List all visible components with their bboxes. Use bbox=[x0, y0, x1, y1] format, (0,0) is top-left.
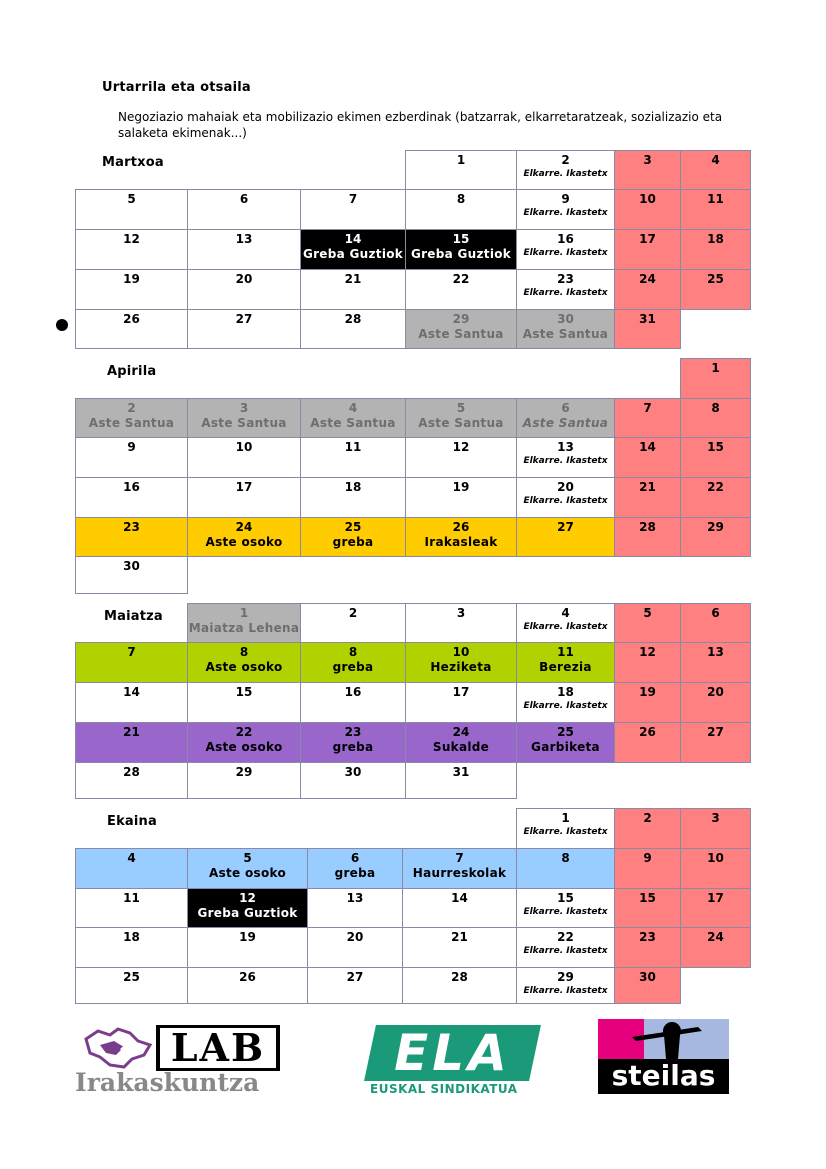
day-cell: 19 bbox=[75, 269, 188, 310]
day-cell: 2 Elkarre. Ikastetx bbox=[516, 150, 615, 190]
day-cell: 5 bbox=[75, 189, 188, 230]
day-cell-weekend: 21 bbox=[614, 477, 681, 518]
day-cell-weekend: 20 bbox=[680, 682, 751, 723]
day-cell: 26 bbox=[75, 309, 188, 349]
day-cell-holiday: 1 Maiatza Lehena bbox=[187, 603, 301, 643]
day-cell: 11 bbox=[300, 437, 406, 478]
day-cell-weekend: 4 bbox=[680, 150, 751, 190]
day-cell: 1 Elkarre. Ikastetx bbox=[516, 808, 615, 849]
month-label-may: Maiatza bbox=[104, 609, 163, 624]
day-cell: 20 bbox=[307, 927, 403, 968]
day-cell-nursery-strike: 5 Aste osoko bbox=[187, 848, 308, 889]
day-cell-teachers-strike: 24 Aste osoko bbox=[187, 517, 301, 557]
day-cell: 23 Elkarre. Ikastetx bbox=[516, 269, 615, 310]
day-cell: 18 Elkarre. Ikastetx bbox=[516, 682, 615, 723]
day-cell: 22 Elkarre. Ikastetx bbox=[516, 927, 615, 968]
day-cell: 31 bbox=[405, 762, 517, 799]
day-cell-weekend: 14 bbox=[614, 437, 681, 478]
day-cell: 11 bbox=[75, 888, 188, 928]
day-cell-weekend: 30 bbox=[614, 967, 681, 1004]
day-cell: 16 Elkarre. Ikastetx bbox=[516, 229, 615, 270]
pen-hand-icon bbox=[628, 1019, 708, 1059]
day-cell-weekend: 2 bbox=[614, 808, 681, 849]
day-cell-weekend: 10 bbox=[680, 848, 751, 889]
day-cell-weekend: 1 bbox=[680, 358, 751, 399]
day-cell: 7 bbox=[300, 189, 406, 230]
day-cell-weekend: 7 bbox=[614, 398, 681, 438]
day-cell: 15 bbox=[187, 682, 301, 723]
day-cell-nursery-strike: 6 greba bbox=[307, 848, 403, 889]
steilas-logo: steilas bbox=[598, 1019, 729, 1094]
basque-map-icon bbox=[80, 1025, 160, 1070]
day-cell-holiday: 6 Aste Santua bbox=[516, 398, 615, 438]
day-cell: 8 bbox=[405, 189, 517, 230]
day-cell: 3 bbox=[405, 603, 517, 643]
ela-logo: ELA EUSKAL SINDIKATUA bbox=[370, 1025, 535, 1100]
day-cell: 27 bbox=[307, 967, 403, 1004]
day-cell: 21 bbox=[402, 927, 517, 968]
day-cell: 21 bbox=[300, 269, 406, 310]
day-cell: 22 bbox=[405, 269, 517, 310]
day-cell: 13 bbox=[187, 229, 301, 270]
day-cell-vocational-strike: 10 Heziketa bbox=[405, 642, 517, 683]
day-cell-weekend: 6 bbox=[680, 603, 751, 643]
day-cell-nursery-strike: 7 Haurreskolak bbox=[402, 848, 517, 889]
intro-text: Negoziazio mahaiak eta mobilizazio ekimen ezberdinak (batzarrak, elkarretaratzeak, sozializazio eta salaketa ekimenak...) bbox=[118, 110, 723, 140]
day-cell: 12 bbox=[405, 437, 517, 478]
day-cell: 19 bbox=[405, 477, 517, 518]
day-cell: 29 Elkarre. Ikastetx bbox=[516, 967, 615, 1004]
day-cell-weekend: 26 bbox=[614, 722, 681, 763]
day-cell: 13 bbox=[307, 888, 403, 928]
day-cell-general-strike: 15 Greba Guztiok bbox=[405, 229, 517, 270]
day-cell: 29 bbox=[187, 762, 301, 799]
day-cell-teachers-strike: 23 bbox=[75, 517, 188, 557]
day-cell: 25 bbox=[75, 967, 188, 1004]
day-cell-vocational-strike: 11 Berezia bbox=[516, 642, 615, 683]
day-cell-weekend: 8 bbox=[680, 398, 751, 438]
day-cell: 14 bbox=[75, 682, 188, 723]
day-cell-holiday: 30 Aste Santua bbox=[516, 309, 615, 349]
day-cell: 27 bbox=[187, 309, 301, 349]
day-cell-weekend: 24 bbox=[614, 269, 681, 310]
day-cell-teachers-strike: 27 bbox=[516, 517, 615, 557]
day-cell-kitchen-strike: 22 Aste osoko bbox=[187, 722, 301, 763]
day-cell: 30 bbox=[75, 556, 188, 594]
day-cell-weekend: 23 bbox=[614, 927, 681, 968]
day-cell-general-strike: 14 Greba Guztiok bbox=[300, 229, 406, 270]
day-cell: 16 bbox=[300, 682, 406, 723]
day-cell-weekend: 13 bbox=[680, 642, 751, 683]
day-cell: 28 bbox=[300, 309, 406, 349]
day-cell: 14 bbox=[402, 888, 517, 928]
month-label-june: Ekaina bbox=[107, 814, 157, 829]
bullet-dot bbox=[56, 319, 68, 331]
day-cell: 17 bbox=[187, 477, 301, 518]
lab-logo: LAB Irakaskuntza bbox=[80, 1025, 280, 1100]
day-cell-weekend: 5 bbox=[614, 603, 681, 643]
month-label-april: Apirila bbox=[107, 364, 157, 379]
day-cell-teachers-strike: 26 Irakasleak bbox=[405, 517, 517, 557]
day-cell-weekend: 17 bbox=[680, 888, 751, 928]
day-cell: 17 bbox=[405, 682, 517, 723]
day-cell-holiday: 3 Aste Santua bbox=[187, 398, 301, 438]
day-cell-weekend: 11 bbox=[680, 189, 751, 230]
day-cell-weekend: 10 bbox=[614, 189, 681, 230]
day-cell-weekend: 15 bbox=[680, 437, 751, 478]
day-cell-holiday: 29 Aste Santua bbox=[405, 309, 517, 349]
day-cell: 9 bbox=[75, 437, 188, 478]
day-cell-weekend: 22 bbox=[680, 477, 751, 518]
day-cell-vocational-strike: 8 Aste osoko bbox=[187, 642, 301, 683]
day-cell: 12 bbox=[75, 229, 188, 270]
day-cell-weekend: 19 bbox=[614, 682, 681, 723]
day-cell: 28 bbox=[75, 762, 188, 799]
day-cell-teachers-strike: 25 greba bbox=[300, 517, 406, 557]
day-cell-weekend: 9 bbox=[614, 848, 681, 889]
day-cell: 16 bbox=[75, 477, 188, 518]
day-cell-kitchen-strike: 23 greba bbox=[300, 722, 406, 763]
day-cell-vocational-strike: 7 bbox=[75, 642, 188, 683]
day-cell-weekend: 3 bbox=[614, 150, 681, 190]
day-cell-kitchen-strike: 24 Sukalde bbox=[405, 722, 517, 763]
day-cell-weekend: 12 bbox=[614, 642, 681, 683]
day-cell: 19 bbox=[187, 927, 308, 968]
day-cell-weekend: 27 bbox=[680, 722, 751, 763]
day-cell-weekend: 31 bbox=[614, 309, 681, 349]
day-cell: 28 bbox=[402, 967, 517, 1004]
day-cell: 20 Elkarre. Ikastetx bbox=[516, 477, 615, 518]
day-cell-weekend: 28 bbox=[614, 517, 681, 557]
day-cell-nursery-strike: 4 bbox=[75, 848, 188, 889]
day-cell: 9 Elkarre. Ikastetx bbox=[516, 189, 615, 230]
day-cell: 20 bbox=[187, 269, 301, 310]
day-cell-kitchen-strike: 21 bbox=[75, 722, 188, 763]
day-cell-weekend: 15 bbox=[614, 888, 681, 928]
day-cell: 18 bbox=[300, 477, 406, 518]
day-cell-holiday: 4 Aste Santua bbox=[300, 398, 406, 438]
day-cell: 30 bbox=[300, 762, 406, 799]
day-cell-kitchen-strike: 25 Garbiketa bbox=[516, 722, 615, 763]
day-cell-vocational-strike: 8 greba bbox=[300, 642, 406, 683]
month-label-march: Martxoa bbox=[102, 155, 164, 170]
day-cell: 6 bbox=[187, 189, 301, 230]
day-cell-holiday: 5 Aste Santua bbox=[405, 398, 517, 438]
day-cell-weekend: 3 bbox=[680, 808, 751, 849]
day-cell: 13 Elkarre. Ikastetx bbox=[516, 437, 615, 478]
page-title: Urtarrila eta otsaila bbox=[102, 80, 251, 95]
day-cell-weekend: 25 bbox=[680, 269, 751, 310]
day-cell: 1 bbox=[405, 150, 517, 190]
day-cell-weekend: 17 bbox=[614, 229, 681, 270]
day-cell: 15 Elkarre. Ikastetx bbox=[516, 888, 615, 928]
day-cell-general-strike: 12 Greba Guztiok bbox=[187, 888, 308, 928]
day-cell-weekend: 29 bbox=[680, 517, 751, 557]
day-cell-holiday: 2 Aste Santua bbox=[75, 398, 188, 438]
day-cell-weekend: 24 bbox=[680, 927, 751, 968]
day-cell: 10 bbox=[187, 437, 301, 478]
day-cell-weekend: 18 bbox=[680, 229, 751, 270]
day-cell: 18 bbox=[75, 927, 188, 968]
day-cell: 4 Elkarre. Ikastetx bbox=[516, 603, 615, 643]
day-cell: 26 bbox=[187, 967, 308, 1004]
day-cell: 2 bbox=[300, 603, 406, 643]
day-cell-nursery-strike: 8 bbox=[516, 848, 615, 889]
